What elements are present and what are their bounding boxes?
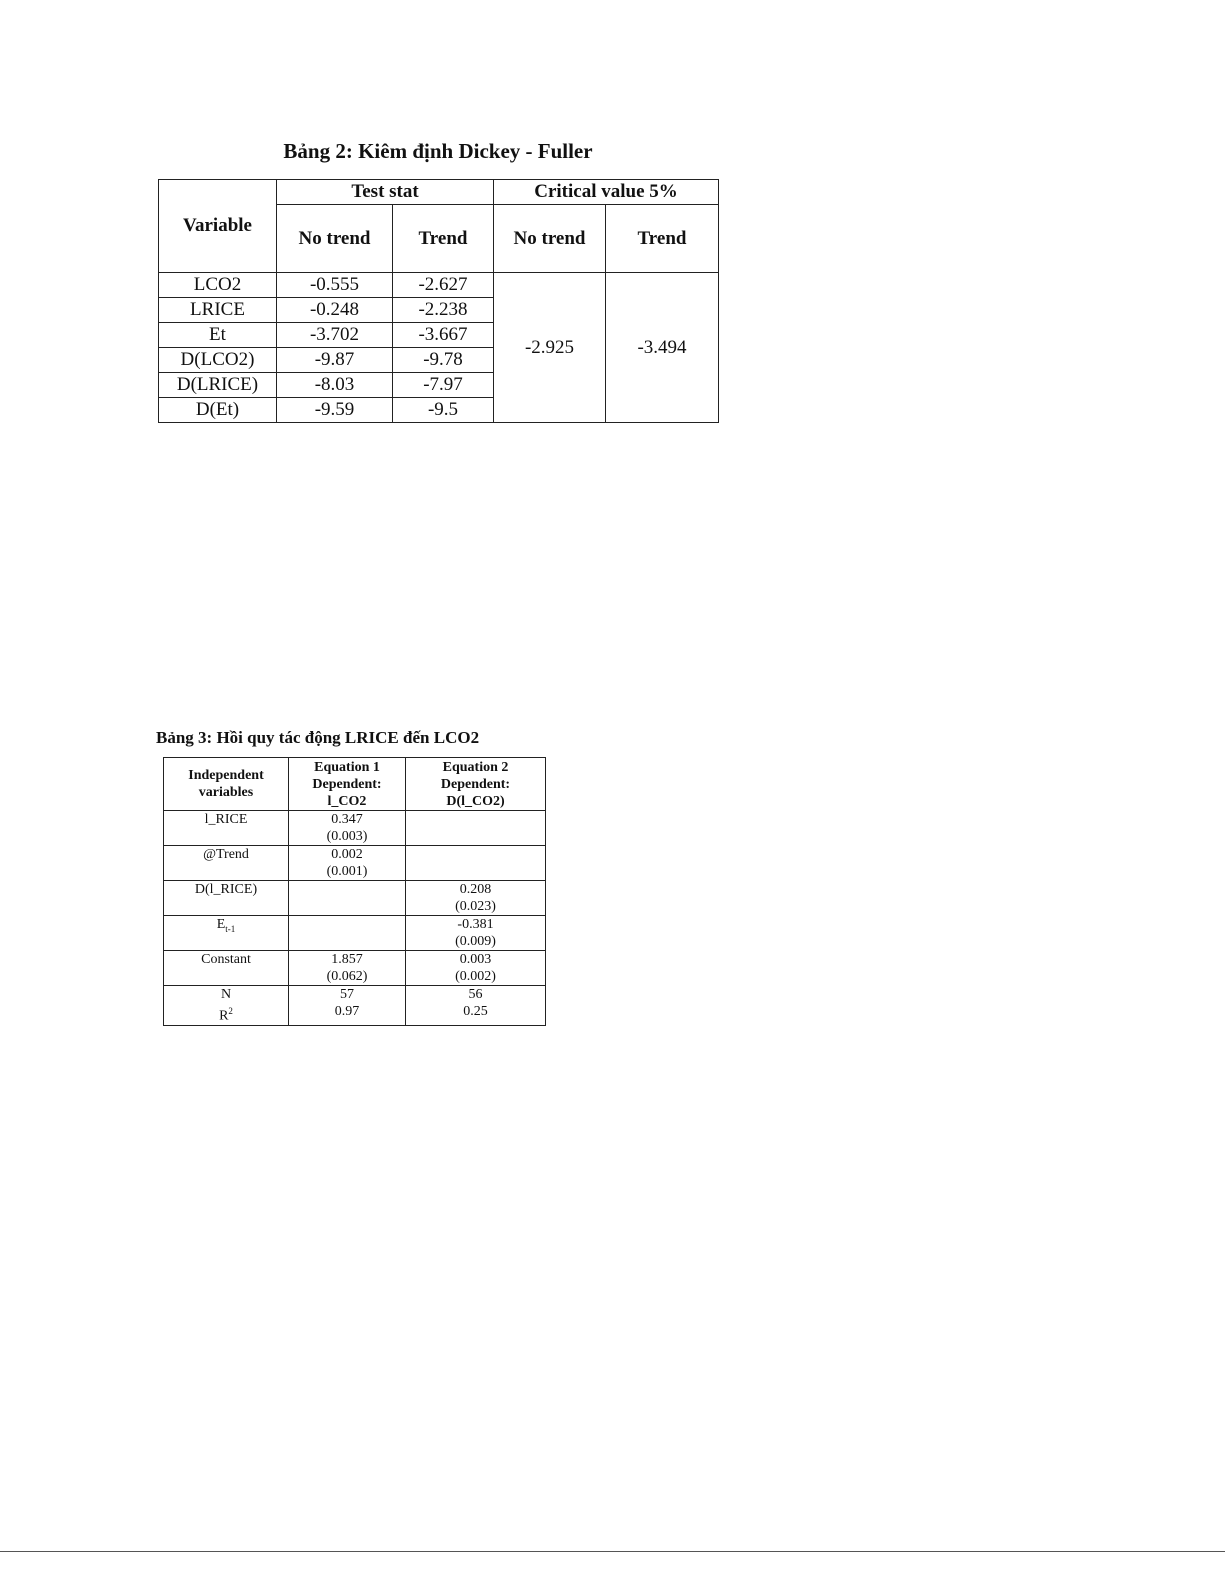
table-row	[164, 986, 546, 1026]
row-label: D(l_RICE)	[164, 881, 289, 916]
header-critical-trend: Trend	[606, 205, 719, 273]
row-eq2: 0.208 (0.023)	[406, 881, 546, 916]
critical-no-trend-value: -2.925	[494, 273, 606, 423]
row-variable: LCO2	[159, 273, 277, 298]
row-eq2	[406, 811, 546, 846]
row-label: l_RICE	[164, 811, 289, 846]
header-independent-variables: Independent variables	[164, 758, 289, 811]
row-variable: LRICE	[159, 298, 277, 323]
row-no-trend: -9.87	[277, 348, 393, 373]
header-test-trend: Trend	[393, 205, 494, 273]
row-trend: -2.627	[393, 273, 494, 298]
row-variable: Et	[159, 323, 277, 348]
dickey-fuller-table	[158, 179, 719, 423]
row-eq2: 0.003 (0.002)	[406, 951, 546, 986]
row-trend: -9.78	[393, 348, 494, 373]
footer-divider	[0, 1551, 1225, 1552]
header-equation-1: Equation 1 Dependent: l_CO2	[289, 758, 406, 811]
row-eq1: 0.002 (0.001)	[289, 846, 406, 881]
header-test-stat: Test stat	[277, 180, 494, 205]
row-variable: D(Et)	[159, 398, 277, 423]
row-label: N $R^2$	[164, 986, 289, 1026]
row-no-trend: -9.59	[277, 398, 393, 423]
table-row	[164, 916, 546, 951]
row-trend: -2.238	[393, 298, 494, 323]
critical-trend-value: -3.494	[606, 273, 719, 423]
row-eq1: 1.857 (0.062)	[289, 951, 406, 986]
row-trend: -7.97	[393, 373, 494, 398]
row-label: Constant	[164, 951, 289, 986]
row-eq2: -0.381 (0.009)	[406, 916, 546, 951]
row-eq1	[289, 916, 406, 951]
header-equation-2: Equation 2 Dependent: D(l_CO2)	[406, 758, 546, 811]
row-label: $E_{t-1}$	[164, 916, 289, 951]
table-row	[164, 846, 546, 881]
row-trend: -3.667	[393, 323, 494, 348]
header-test-no-trend: No trend	[277, 205, 393, 273]
row-variable: D(LRICE)	[159, 373, 277, 398]
row-eq2: 56 0.25	[406, 986, 546, 1026]
row-no-trend: -0.555	[277, 273, 393, 298]
row-eq1: 57 0.97	[289, 986, 406, 1026]
row-eq2	[406, 846, 546, 881]
row-eq1	[289, 881, 406, 916]
table2-title: Bảng 2: Kiêm định Dickey - Fuller	[283, 139, 593, 163]
row-eq1: 0.347 (0.003)	[289, 811, 406, 846]
row-variable: D(LCO2)	[159, 348, 277, 373]
header-variable: Variable	[159, 180, 277, 273]
row-label: @Trend	[164, 846, 289, 881]
header-critical-no-trend: No trend	[494, 205, 606, 273]
table-row	[164, 951, 546, 986]
row-no-trend: -8.03	[277, 373, 393, 398]
table-row	[164, 811, 546, 846]
table-row	[159, 273, 719, 298]
regression-table	[163, 757, 546, 1026]
row-no-trend: -0.248	[277, 298, 393, 323]
table3-title: Bảng 3: Hồi quy tác động LRICE đến LCO2	[156, 728, 480, 747]
row-no-trend: -3.702	[277, 323, 393, 348]
header-critical-value: Critical value 5%	[494, 180, 719, 205]
table-row	[164, 881, 546, 916]
row-trend: -9.5	[393, 398, 494, 423]
